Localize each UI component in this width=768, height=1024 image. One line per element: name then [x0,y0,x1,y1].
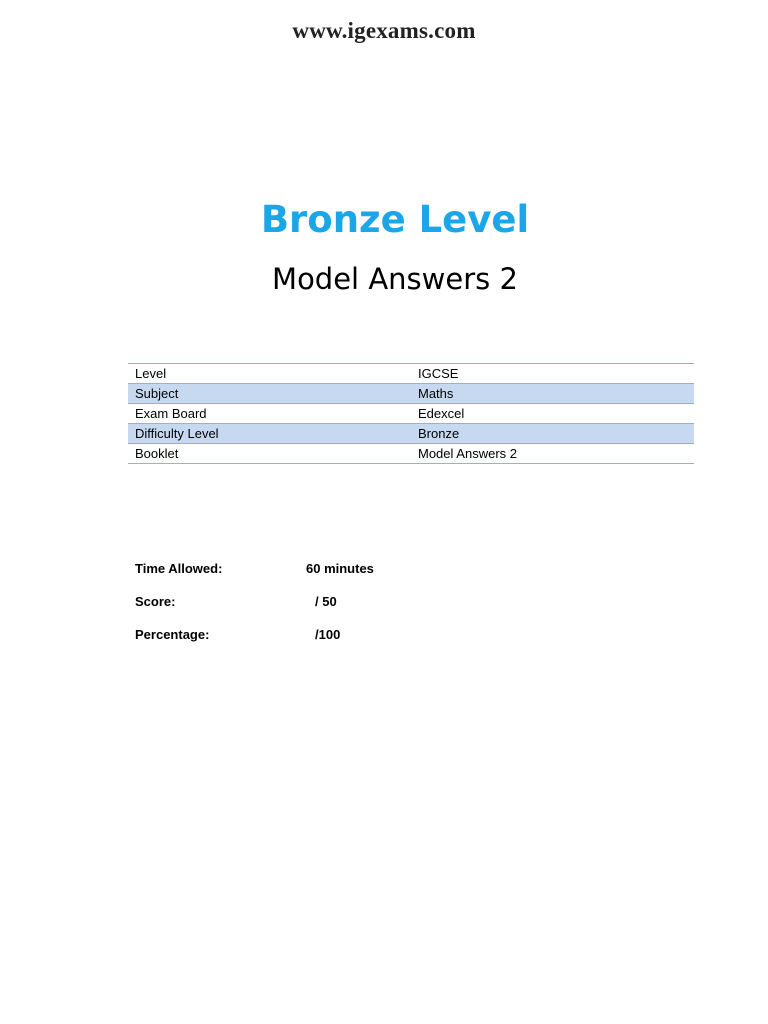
row-key: Subject [128,384,411,404]
row-value: Edexcel [418,406,465,421]
percentage-value: /100 [315,627,341,642]
time-allowed-label: Time Allowed: [135,561,223,576]
table-row [128,364,694,384]
row-key: Difficulty Level [128,424,411,444]
score-label: Score: [135,594,176,609]
time-allowed-value: 60 minutes [306,561,374,576]
row-value: Maths [411,384,694,404]
row-value: Bronze [411,424,694,444]
row-key: Booklet [135,446,179,461]
page-title: Bronze Level [260,198,530,241]
table-row [128,384,694,404]
site-url: www.igexams.com [292,18,476,43]
page-subtitle: Model Answers 2 [272,262,518,296]
row-key: Level [135,366,167,381]
row-value: Model Answers 2 [418,446,517,461]
row-value: IGCSE [418,366,459,381]
table-row [128,444,694,464]
info-table [128,363,694,464]
row-key: Exam Board [135,406,207,421]
score-value: / 50 [315,594,337,609]
percentage-label: Percentage: [135,627,210,642]
table-row [128,404,694,424]
table-row [128,424,694,444]
